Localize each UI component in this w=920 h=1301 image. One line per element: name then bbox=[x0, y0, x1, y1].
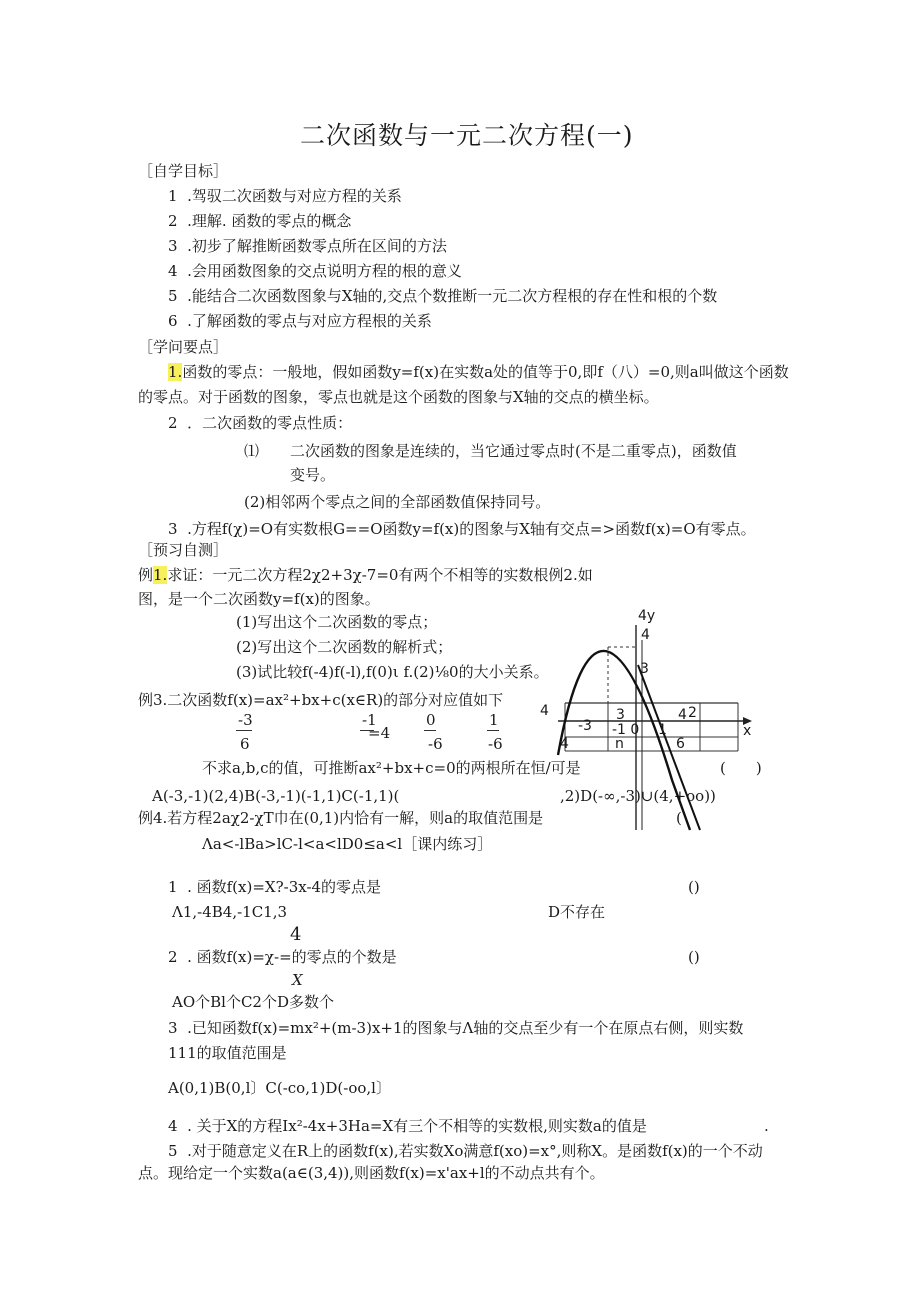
goal-item-5 bbox=[168, 286, 717, 306]
goal-item-3 bbox=[168, 236, 447, 256]
goal-num: 2 bbox=[168, 212, 178, 230]
graph-label-6: 6 bbox=[676, 736, 685, 752]
practice-q3-cont: 111的取值范围是 bbox=[168, 1044, 287, 1062]
practice-q1-options: Λ1,-4B4,-1C1,3 bbox=[172, 903, 288, 921]
table-cell: =4 bbox=[368, 724, 391, 742]
goal-num: 3 bbox=[168, 237, 178, 255]
graph-label-4: 4 bbox=[641, 627, 650, 643]
goals-header: ［自学目标］ bbox=[138, 162, 229, 180]
example-4-option-text: Λa<-lBa>lC-l<a<lD0≤a<l bbox=[202, 835, 403, 853]
knowledge-text: .方程f(χ)=O有实数根G==O函数y=f(x)的图象与X轴有交点=>函数f(x)=O有零点。 bbox=[187, 520, 756, 538]
practice-q5-cont: 点。现给定一个实数a(a∈(3,4)),则函数f(x)=x'ax+l的不动点共有个。 bbox=[138, 1164, 605, 1182]
knowledge-point-3 bbox=[168, 519, 756, 539]
knowledge-sub-1: 二次函数的图象是连续的，当它通过零点时(不是二重零点)，函数值 bbox=[290, 442, 737, 460]
question-text: . 函数f(x)=X?-3x-4的零点是 bbox=[187, 878, 382, 896]
graph-label-2: 2 bbox=[688, 705, 697, 721]
graph-label-4b: 4 bbox=[678, 707, 687, 723]
goal-text: .了解函数的零点与对应方程根的关系 bbox=[187, 312, 432, 330]
goal-text: .驾驭二次函数与对应方程的关系 bbox=[187, 187, 402, 205]
goal-item-6 bbox=[168, 311, 432, 331]
example-1-cont: 图，是一个二次函数y=f(x)的图象。 bbox=[138, 590, 380, 608]
example-4-options bbox=[202, 834, 492, 854]
practice-q1-option-d: D不存在 bbox=[548, 903, 606, 921]
highlight-number: 1. bbox=[168, 363, 183, 381]
example-3-options-right: ,2)D(-∞,-3)∪(4,+oo)) bbox=[560, 787, 716, 805]
goal-item-1 bbox=[168, 186, 402, 206]
goal-num: 4 bbox=[168, 262, 178, 280]
question-num: 3 bbox=[168, 1019, 178, 1037]
graph-label-left-4: 4 bbox=[540, 703, 549, 719]
graph-label-y: 4y bbox=[638, 608, 656, 624]
knowledge-header: ［学问要点］ bbox=[138, 338, 229, 356]
graph-label-n: n bbox=[615, 736, 624, 752]
table-cell: -1 bbox=[362, 711, 377, 729]
goal-text: .理解. 函数的零点的概念 bbox=[187, 212, 352, 230]
example-4-line: 例4.若方程2aχ2-χT巾在(0,1)内恰有一解，则a的取值范围是 bbox=[138, 809, 544, 827]
example-3-options: A(-3,-1)(2,4)B(-3,-1)(-1,1)C(-1,1)( bbox=[152, 787, 400, 805]
parabola-graph bbox=[540, 605, 770, 830]
parabola-svg bbox=[540, 605, 770, 830]
practice-q2 bbox=[168, 947, 397, 967]
knowledge-point-2 bbox=[168, 413, 352, 433]
table-cell: -3 bbox=[238, 711, 253, 729]
practice-q2-frac-top: 4 bbox=[290, 924, 302, 945]
knowledge-num: 3 bbox=[168, 520, 178, 538]
goal-text: .能结合二次函数图象与X轴的,交点个数推断一元二次方程根的存在性和根的个数 bbox=[187, 287, 718, 305]
table-cell: -6 bbox=[488, 735, 503, 753]
goal-item-4 bbox=[168, 261, 462, 281]
table-underline bbox=[487, 730, 499, 731]
question-text: . 关于X的方程Ix²-4x+3Ha=X有三个不相等的实数根,则实数a的值是 bbox=[187, 1117, 647, 1135]
table-underline bbox=[424, 730, 436, 731]
question-text: .对于随意定义在R上的函数f(x),若实数Xo满意f(xo)=x°,则称X。是函数f(x)的一个不动 bbox=[187, 1142, 763, 1160]
graph-label-bottom-4: 4 bbox=[560, 736, 569, 752]
practice-header: ［课内练习］ bbox=[402, 835, 493, 853]
graph-label-3b: 3 bbox=[616, 707, 625, 723]
graph-label-x: x bbox=[743, 723, 752, 739]
table-cell: 0 bbox=[426, 711, 436, 729]
knowledge-sub-num: ⑴ bbox=[244, 442, 260, 460]
preview-header: ［预习自测］ bbox=[138, 541, 229, 559]
graph-label-3: 3 bbox=[640, 661, 649, 677]
question-num: 4 bbox=[168, 1117, 178, 1135]
example-2-item-1: (1)写出这个二次函数的零点； bbox=[236, 613, 438, 631]
practice-q2-frac-bottom: X bbox=[292, 971, 303, 989]
knowledge-point-1 bbox=[168, 362, 789, 382]
knowledge-text: ．二次函数的零点性质： bbox=[187, 414, 353, 432]
practice-q2-options: AO个Bl个C2个D多数个 bbox=[172, 993, 334, 1011]
example-2-item-3: (3)试比较f(-4)f(-l),f(0)ι f.(2)⅛0的大小关系。 bbox=[236, 663, 549, 681]
example-prefix: 例 bbox=[138, 566, 154, 584]
knowledge-sub-1-cont: 变号。 bbox=[290, 466, 336, 484]
practice-q3 bbox=[168, 1018, 743, 1038]
practice-q1-blank: () bbox=[688, 878, 700, 896]
graph-label-1: 1 bbox=[658, 722, 667, 738]
knowledge-num: 2 bbox=[168, 414, 178, 432]
practice-q3-options: A(0,1)B(0,l〕C(-co,1)D(-oo,l〕 bbox=[168, 1079, 391, 1097]
question-text: . 函数f(x)=χ-=的零点的个数是 bbox=[187, 948, 397, 966]
knowledge-point-1-cont: 的零点。对于函数的图象，零点也就是这个函数的图象与X轴的交点的横坐标。 bbox=[138, 388, 659, 406]
example-1 bbox=[138, 565, 593, 585]
goal-num: 1 bbox=[168, 187, 178, 205]
knowledge-text: 函数的零点：一般地，假如函数y=f(x)在实数a处的值等于0,即f（八）=0,则a叫做这个函数 bbox=[182, 363, 789, 381]
graph-label-neg3: -3 bbox=[578, 718, 592, 734]
example-4-blank: ( bbox=[676, 809, 682, 827]
table-cell: 1 bbox=[489, 711, 499, 729]
goal-text: .初步了解推断函数零点所在区间的方法 bbox=[187, 237, 447, 255]
example-3-clipped bbox=[138, 690, 504, 709]
question-num: 2 bbox=[168, 948, 178, 966]
goal-num: 5 bbox=[168, 287, 178, 305]
goal-item-2 bbox=[168, 211, 351, 231]
goal-num: 6 bbox=[168, 312, 178, 330]
example-2-item-2: (2)写出这个二次函数的解析式； bbox=[236, 638, 453, 656]
example-text: 求证：一元二次方程2χ2+3χ-7=0有两个不相等的实数根例2.如 bbox=[167, 566, 593, 584]
example-3-blank: ( ) bbox=[720, 759, 762, 777]
question-num: 5 bbox=[168, 1142, 178, 1160]
practice-q1 bbox=[168, 877, 381, 897]
question-num: 1 bbox=[168, 878, 178, 896]
table-cell: -6 bbox=[428, 735, 443, 753]
question-text: .已知函数f(x)=mx²+(m-3)x+1的图象与Λ轴的交点至少有一个在原点右侧，则实数 bbox=[187, 1019, 744, 1037]
practice-q4-end: . bbox=[764, 1117, 769, 1135]
graph-label-neg1-0: -1 0 bbox=[612, 722, 640, 738]
highlight-number: 1. bbox=[153, 566, 168, 584]
practice-q4 bbox=[168, 1116, 647, 1136]
page-title: 二次函数与一元二次方程(一) bbox=[300, 121, 634, 150]
knowledge-sub-2: (2)相邻两个零点之间的全部函数值保持同号。 bbox=[244, 493, 551, 511]
example-3-line: 例3.二次函数f(x)=ax²+bx+c(x∈R)的部分对应值如下 bbox=[138, 691, 504, 709]
practice-q2-blank: () bbox=[688, 948, 700, 966]
goal-text: .会用函数图象的交点说明方程的根的意义 bbox=[187, 262, 462, 280]
example-3-question: 不求a,b,c的值，可推断ax²+bx+c=0的两根所在恒/可是 bbox=[202, 759, 581, 777]
table-cell: 6 bbox=[240, 735, 250, 753]
table-underline bbox=[236, 730, 252, 731]
practice-q5 bbox=[168, 1141, 763, 1161]
